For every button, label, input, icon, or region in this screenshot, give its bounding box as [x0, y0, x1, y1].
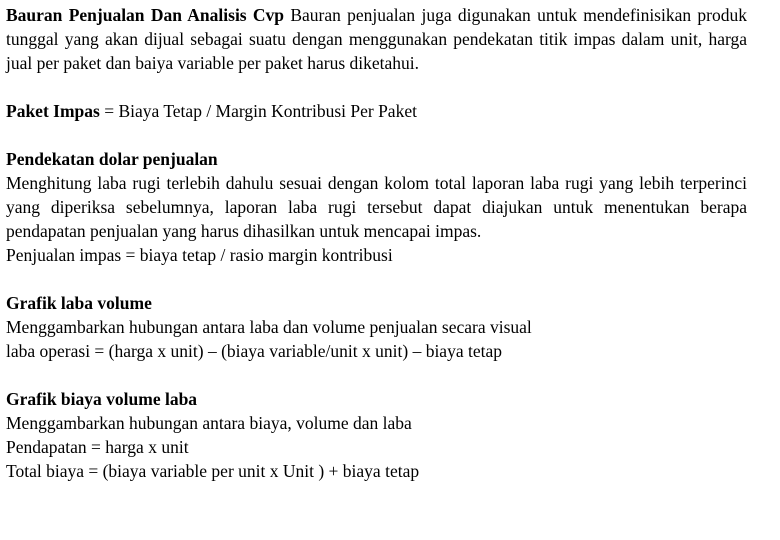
spacer — [6, 123, 747, 147]
biaya-volume-text: Menggambarkan hubungan antara biaya, volume dan laba — [6, 413, 412, 433]
dolar-formula: Penjualan impas = biaya tetap / rasio margin kontribusi — [6, 245, 393, 265]
intro-paragraph — [6, 3, 747, 75]
biaya-volume-formula-total-biaya: Total biaya = (biaya variable per unit x Unit ) + biaya tetap — [6, 461, 420, 481]
biaya-volume-heading-line — [6, 387, 747, 411]
laba-volume-text: Menggambarkan hubungan antara laba dan volume penjualan secara visual — [6, 317, 532, 337]
intro-text: Bauran penjualan juga digunakan untuk mendefinisikan produk tunggal yang akan dijual sebagai suatu dengan menggunakan pendekatan titik impas dalam unit, harga jual per paket dan baiya variable per paket harus diketahui. — [6, 5, 747, 73]
laba-volume-heading-line — [6, 291, 747, 315]
biaya-volume-heading: Grafik biaya volume laba — [6, 389, 198, 409]
paket-impas-term: Paket Impas — [6, 101, 100, 121]
dolar-heading-line — [6, 147, 747, 171]
document-page — [6, 3, 747, 483]
spacer — [6, 75, 747, 99]
dolar-text: Menghitung laba rugi terlebih dahulu sesuai dengan kolom total laporan laba rugi yang lebih terperinci yang diperiksa sebelumnya, laporan laba rugi tersebut dapat diajukan untuk menentukan berapa pendapatan penjualan yang harus dihasilkan untuk mencapai impas. — [6, 173, 747, 241]
laba-volume-formula: laba operasi = (harga x unit) – (biaya variable/unit x unit) – biaya tetap — [6, 341, 502, 361]
dolar-heading: Pendekatan dolar penjualan — [6, 149, 218, 169]
spacer — [6, 267, 747, 291]
intro-heading: Bauran Penjualan Dan Analisis Cvp — [6, 5, 285, 25]
spacer — [6, 363, 747, 387]
biaya-volume-formula-pendapatan: Pendapatan = harga x unit — [6, 437, 189, 457]
paket-impas-paragraph — [6, 99, 747, 123]
laba-volume-heading: Grafik laba volume — [6, 293, 152, 313]
paket-impas-formula: = Biaya Tetap / Margin Kontribusi Per Paket — [99, 101, 417, 121]
